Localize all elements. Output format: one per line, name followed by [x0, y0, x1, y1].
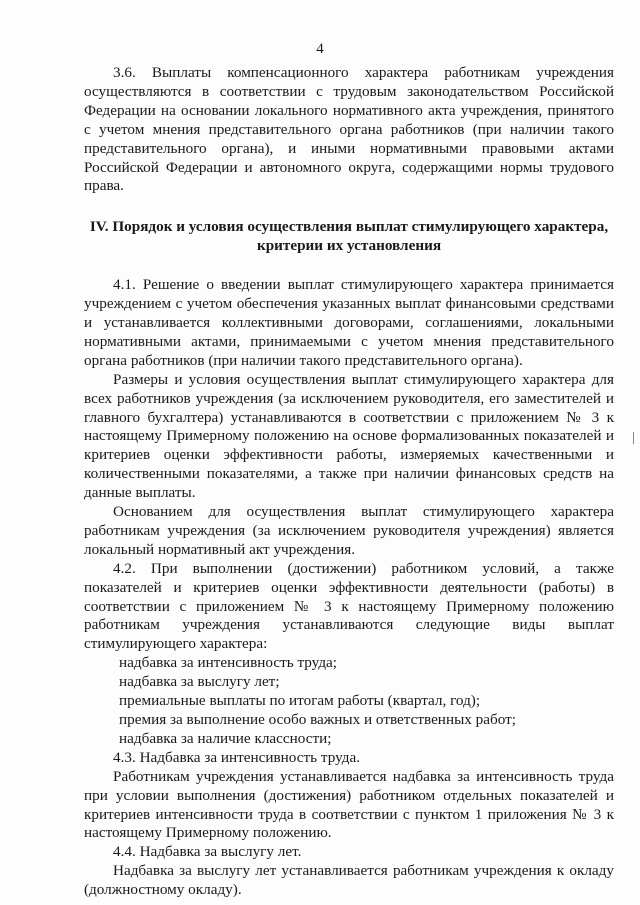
scan-edge-mark: [633, 432, 634, 444]
paragraph-4-2: 4.2. При выполнении (достижении) работником условий, а также показателей и критериев оценки эффективности деятельности (работы) в соответствии с приложением № 3 к настоящему Примерному положению работникам учреждения устанавливаются следующие виды выплат стимулирующего характера:: [84, 559, 614, 653]
paragraph-3-6: 3.6. Выплаты компенсационного характера работникам учреждения осуществляются в соответствии с трудовым законодательством Российской Федерации на основании локального нормативного акта учреждения, принятого с учетом мнения представительного органа работников (при наличии такого представительного органа), и иными нормативными правовыми актами Российской Федерации и автономного округа, содержащими нормы трудового права.: [84, 64, 614, 195]
paragraph-sizes: Размеры и условия осуществления выплат стимулирующего характера для всех работников учреждения (за исключением руководителя, его заместителей и главного бухгалтера) устанавливаются в соответствии с приложением № 3 к настоящему Примерному положению на основе формализованных показателей и критериев оценки эффективности работы, измеряемых качественными и количественными показателями, а также при наличии финансовых средств на данные выплаты.: [84, 370, 614, 502]
paragraph-4-3-text: Работникам учреждения устанавливается надбавка за интенсивность труда при условии выполнения (достижения) работником отдельных показателей и критериев интенсивности труда в соответствии с пунктом 1 приложения № 3 к настоящему Примерному положению.: [84, 767, 614, 842]
document-body: [84, 64, 614, 900]
page-number: 4: [316, 41, 324, 57]
list-item: премия за выполнение особо важных и ответственных работ;: [119, 711, 516, 728]
section-heading: IV. Порядок и условия осуществления выплат стимулирующего характера, критерии их установления: [89, 218, 609, 255]
list-item: надбавка за наличие классности;: [119, 729, 332, 747]
paragraph-4-4-text: Надбавка за выслугу лет устанавливается работникам учреждения к окладу (должностному окладу).: [84, 862, 614, 899]
paragraph-4-4: 4.4. Надбавка за выслугу лет.: [113, 843, 302, 861]
list-item: надбавка за выслугу лет;: [119, 673, 280, 691]
paragraph-4-3: 4.3. Надбавка за интенсивность труда.: [113, 748, 360, 766]
list-item: премиальные выплаты по итогам работы (квартал, год);: [119, 692, 481, 710]
list-item: надбавка за интенсивность труда;: [119, 654, 338, 672]
paragraph-basis: Основанием для осуществления выплат стимулирующего характера работникам учреждения (за исключением руководителя учреждения) является локальный нормативный акт учреждения.: [84, 503, 614, 558]
paragraph-4-1: 4.1. Решение о введении выплат стимулирующего характера принимается учреждением с учетом обеспечения указанных выплат финансовыми средствами и устанавливается коллективными договорами, соглашениями, локальными нормативными актами, принимаемыми с учетом мнения представительного органа работников (при наличии такого представительного органа).: [84, 276, 614, 369]
